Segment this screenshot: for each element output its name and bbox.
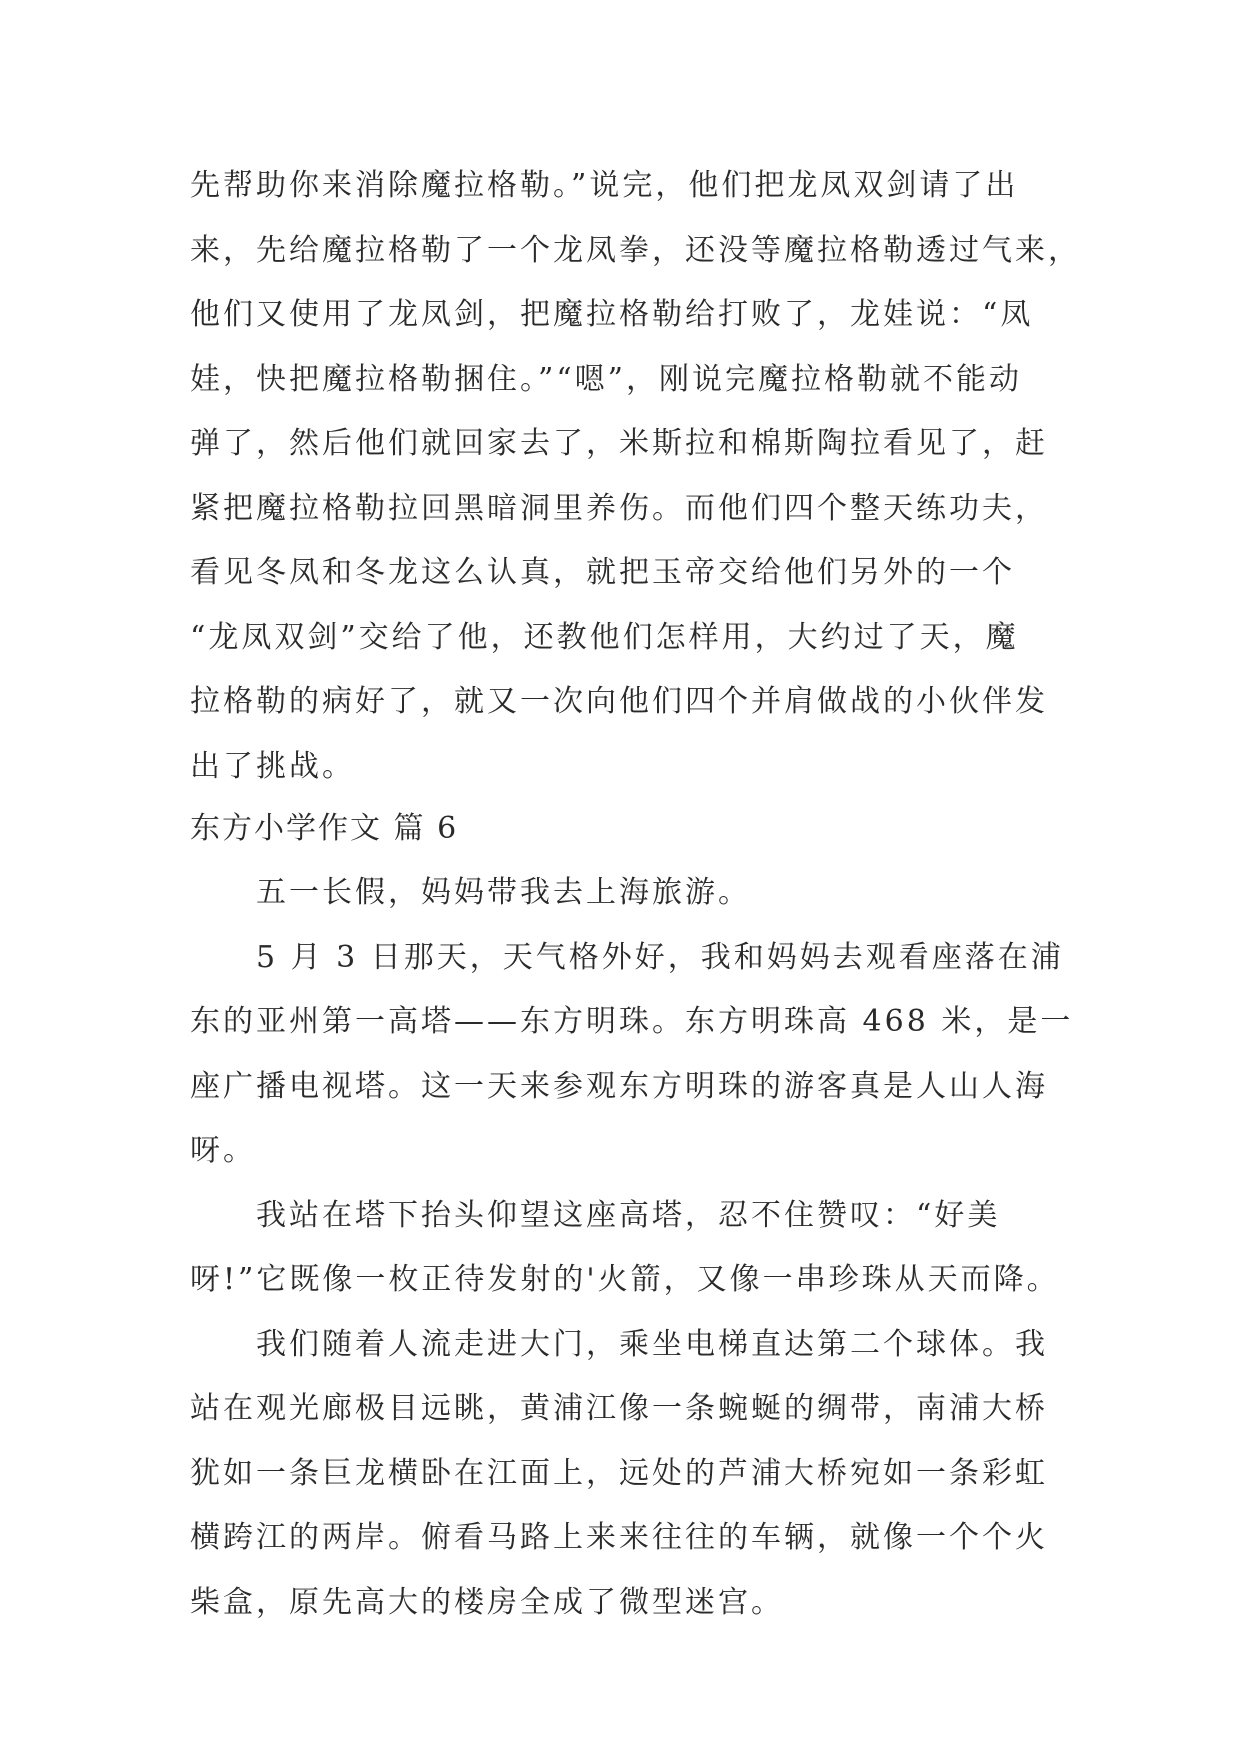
text-line: 出了挑战。: [190, 748, 355, 784]
text-line: 东的亚州第一高塔——东方明珠。东方明珠高 468 米，是一: [190, 1004, 1074, 1039]
text-line: 柴盒，原先高大的楼房全成了微型迷宫。: [190, 1584, 784, 1620]
text-line: 先帮助你来消除魔拉格勒。”说完，他们把龙凤双剑请了出: [190, 168, 1019, 203]
text-line: 座广播电视塔。这一天来参观东方明珠的游客真是人山人海: [190, 1068, 1048, 1104]
text-line: 看见冬凤和冬龙这么认真，就把玉帝交给他们另外的一个: [190, 555, 1015, 590]
text-line: 紧把魔拉格勒拉回黑暗洞里养伤。而他们四个整天练功夫，: [190, 490, 1048, 526]
text-line: 横跨江的两岸。俯看马路上来来往往的车辆，就像一个个火: [190, 1520, 1048, 1555]
text-line: 犹如一条巨龙横卧在江面上，远处的芦浦大桥宛如一条彩虹: [190, 1455, 1048, 1491]
text-line: 5 月 3 日那天，天气格外好，我和妈妈去观看座落在浦: [190, 939, 1064, 975]
text-line: 他们又使用了龙凤剑，把魔拉格勒给打败了，龙娃说：“凤: [190, 297, 1034, 332]
essay-heading: 东方小学作文 篇 6: [190, 811, 459, 846]
text-line: 我站在塔下抬头仰望这座高塔，忍不住赞叹：“好美: [190, 1197, 1001, 1233]
text-line: “龙凤双剑”交给了他，还教他们怎样用，大约过了天，魔: [190, 619, 1019, 655]
text-line: 五一长假，妈妈带我去上海旅游。: [190, 875, 751, 910]
text-line: 来，先给魔拉格勒了一个龙凤拳，还没等魔拉格勒透过气来，: [190, 232, 1081, 268]
text-line: 娃，快把魔拉格勒捆住。”“嗯”，刚说完魔拉格勒就不能动: [190, 361, 1023, 397]
text-line: 呀。: [190, 1133, 256, 1168]
story-continuation: [190, 154, 1081, 799]
text-line: 站在观光廊极目远眺，黄浦江像一条蜿蜒的绸带，南浦大桥: [190, 1391, 1048, 1426]
text-line: 呀!”它既像一枚正待发射的'火箭，又像一串珍珠从天而降。: [190, 1262, 1060, 1297]
text-line: 弹了，然后他们就回家去了，米斯拉和棉斯陶拉看见了，赶: [190, 426, 1048, 461]
text-line: 我们随着人流走进大门，乘坐电梯直达第二个球体。我: [190, 1326, 1048, 1362]
text-line: 拉格勒的病好了，就又一次向他们四个并肩做战的小伙伴发: [190, 684, 1048, 719]
essay-body: [190, 861, 1074, 1635]
